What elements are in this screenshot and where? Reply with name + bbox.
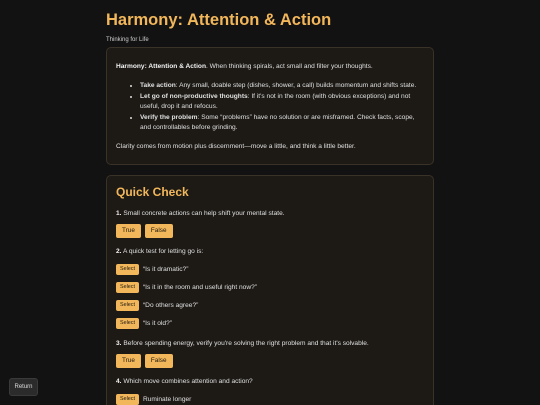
question-1-answers [116,224,423,238]
option-label: “Is it old?” [142,319,172,327]
bullet-text: : Any small, doable step (dishes, shower, a call) builds momentum and shifts state. [175,82,417,89]
bullet-verify [140,113,423,133]
question-4 [116,377,423,386]
bullet-bold: Take action [140,82,176,89]
question-3 [116,339,423,348]
false-button[interactable]: False [145,354,173,368]
bullet-bold: Verify the problem [140,114,198,121]
option-label: Ruminate longer [142,395,192,403]
question-text: A quick test for letting go is: [121,248,204,255]
intro-lead-text: . When thinking spirals, act small and filter your thoughts. [206,63,373,70]
question-1 [116,209,423,218]
intro-card [106,47,434,165]
select-button[interactable]: Select [116,394,139,405]
bullet-text: : If it's not in the room (with obvious exceptions) and not useful, drop it and refocus. [140,93,411,110]
question-text: Before spending energy, verify you're solving the right problem and that it's solvable. [121,340,369,347]
true-button[interactable]: True [116,224,141,238]
bullet-text: : Some “problems” have no solution or are misframed. Check facts, scope, and controllables before grinding. [140,114,415,131]
question-2-option [116,280,423,294]
question-number: 3. [116,340,122,347]
true-button[interactable]: True [116,354,141,368]
question-number: 4. [116,378,122,385]
false-button[interactable]: False [145,224,173,238]
option-label: “Do others agree?” [142,301,199,309]
select-button[interactable]: Select [116,300,139,311]
select-button[interactable]: Select [116,318,139,329]
question-text: Which move combines attention and action? [121,378,253,385]
question-text: Small concrete actions can help shift your mental state. [121,210,285,217]
intro-lead-bold: Harmony: Attention & Action [116,63,206,70]
option-label: “Is it in the room and useful right now?” [142,283,257,291]
return-button[interactable]: Return [9,378,38,396]
page-title: Harmony: Attention & Action [106,11,332,29]
intro-bullet-list [116,81,423,133]
quiz-title: Quick Check [116,185,189,199]
bullet-take-action [140,81,423,91]
bullet-let-go [140,92,423,112]
intro-lead [116,62,423,72]
question-number: 2. [116,248,122,255]
question-number: 1. [116,210,122,217]
question-2-option [116,298,423,312]
option-label: “Is it dramatic?” [142,265,189,273]
bullet-bold: Let go of non-productive thoughts [140,93,248,100]
select-button[interactable]: Select [116,282,139,293]
question-4-option [116,392,423,405]
intro-closing: Clarity comes from motion plus discernment—move a little, and think a little better. [116,143,356,150]
question-2-option [116,316,423,330]
question-2-option [116,262,423,276]
question-3-answers [116,354,423,368]
page-subtitle: Thinking for Life [106,37,149,43]
question-2 [116,247,423,256]
select-button[interactable]: Select [116,264,139,275]
quiz-card [106,175,434,405]
